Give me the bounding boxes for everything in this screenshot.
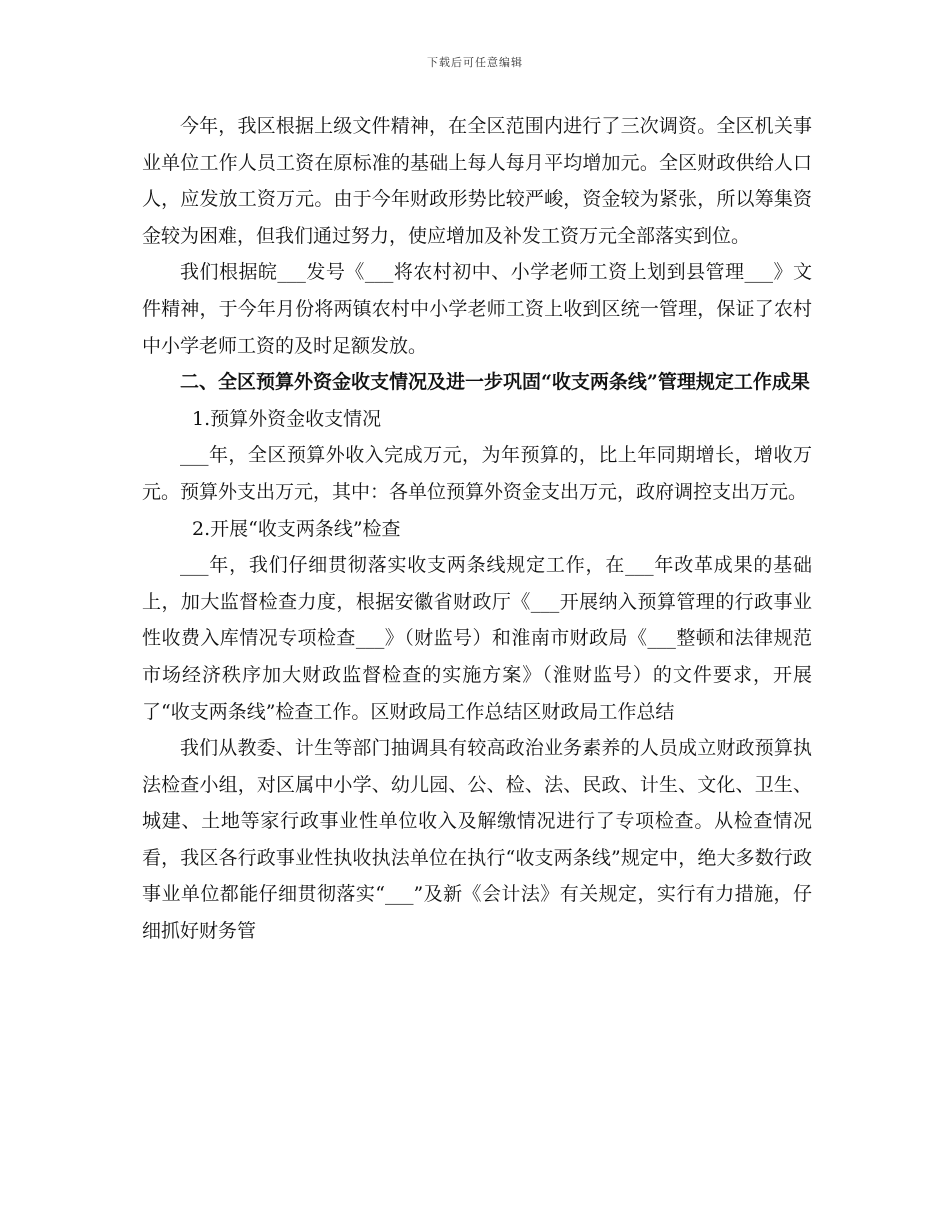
document-body [142, 108, 812, 950]
paragraph-teacher-salary: 我们根据皖___发号《___将农村初中、小学老师工资上划到县管理___》文件精神，于今年月份将两镇农村中小学老师工资上收到区统一管理，保证了农村中小学老师工资的及时足额发放。 [142, 261, 812, 357]
subheading-two-lines-inspection: 2.开展“收支两条线”检查 [192, 517, 401, 540]
paragraph-salary-adjustment: 今年，我区根据上级文件精神，在全区范围内进行了三次调资。全区机关事业单位工作人员工资在原标准的基础上每人每月平均增加元。全区财政供给人口人，应发放工资万元。由于今年财政形势比较严峻，资金较为紧张，所以筹集资金较为困难，但我们通过努力，使应增加及补发工资万元全部落实到位。 [142, 115, 812, 247]
paragraph-extrabudget-figures: ___年，全区预算外收入完成万元，为年预算的，比上年同期增长，增收万元。预算外支出万元，其中：各单位预算外资金支出万元，政府调控支出万元。 [142, 444, 812, 503]
paragraph-inspection-basis: ___年，我们仔细贯彻落实收支两条线规定工作，在___年改革成果的基础上，加大监督检查力度，根据安徽省财政厅《___开展纳入预算管理的行政事业性收费入库情况专项检查___》（财监号）和淮南市财政局《___整顿和法律规范市场经济秩序加大财政监督检查的实施方案》（淮财监号）的文件要求，开展了“收支两条线”检查工作。区财政局工作总结区财政局工作总结 [142, 554, 812, 723]
subheading-extrabudget-revenue: 1.预算外资金收支情况 [192, 407, 382, 430]
section-heading-two: 二、全区预算外资金收支情况及进一步巩固“收支两条线”管理规定工作成果 [180, 371, 810, 394]
page-header: 下载后可任意编辑 [427, 56, 523, 69]
paragraph-inspection-team: 我们从教委、计生等部门抽调具有较高政治业务素养的人员成立财政预算执法检查小组，对区属中小学、幼儿园、公、检、法、民政、计生、文化、卫生、城建、土地等家行政事业性单位收入及解缴情况进行了专项检查。从检查情况看，我区各行政事业性执收执法单位在执行“收支两条线”规定中，绝大多数行政事业单位都能仔细贯彻落实“___”及新《会计法》有关规定，实行有力措施，仔细抓好财务管 [142, 737, 812, 943]
